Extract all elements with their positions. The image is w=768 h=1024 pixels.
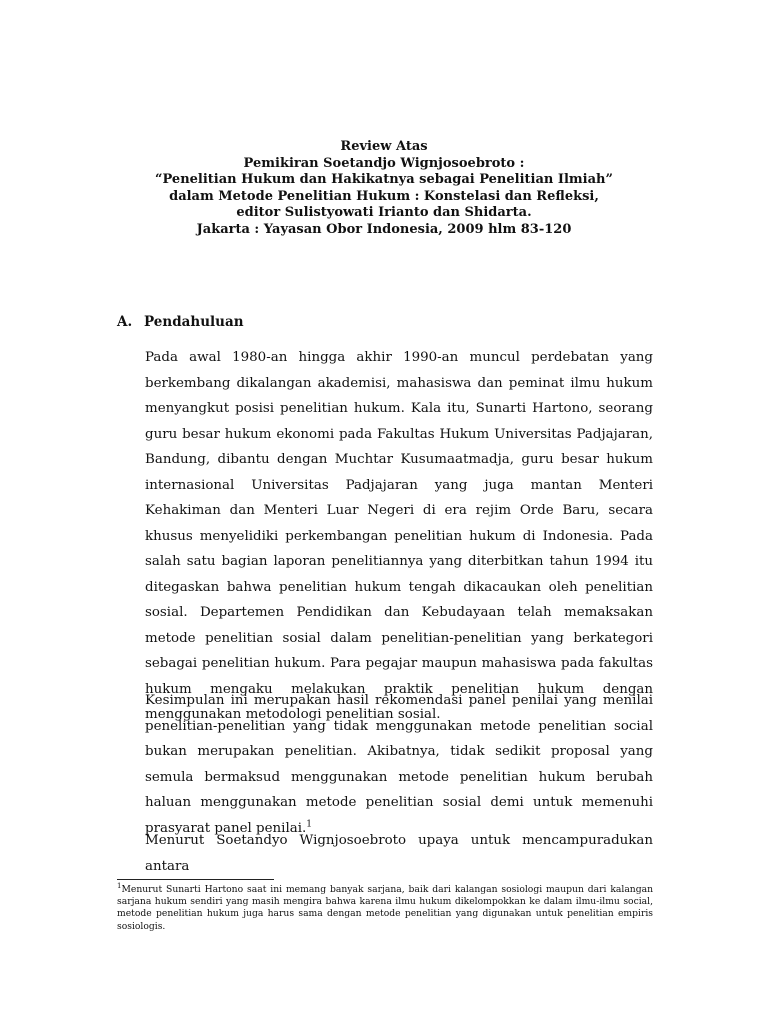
section-heading	[117, 314, 244, 330]
paragraph-1: Pada awal 1980-an hingga akhir 1990-an muncul perdebatan yang berkembang dikalangan akademisi, mahasiswa dan peminat ilmu hukum menyangkut posisi penelitian hukum. Kala itu, Sunarti Hartono, seorang guru besar hukum ekonomi pada Fakultas Hukum Universitas Padjajaran, Bandung, dibantu dengan Muchtar Kusumaatmadja, guru besar hukum internasional Universitas Padjajaran yang juga mantan Menteri Kehakiman dan Menteri Luar Negeri di era rejim Orde Baru, secara khusus menyelidiki perkembangan penelitian hukum di Indonesia. Pada salah satu bagian laporan penelitiannya yang diterbitkan tahun 1994 itu ditegaskan bahwa penelitian hukum tengah dikacaukan oleh penelitian sosial. Departemen Pendidikan dan Kebudayaan telah memaksakan metode penelitian sosial dalam penelitian-penelitian yang berkategori sebagai penelitian hukum. Para pegajar maupun mahasiswa pada fakultas hukum mengaku melakukan praktik penelitian hukum dengan menggunakan metodologi penelitian sosial.	[145, 350, 653, 722]
footnote-separator	[117, 879, 274, 880]
footnote-number: 1	[117, 881, 122, 890]
paragraph-3: Menurut Soetandyo Wignjosoebroto upaya untuk mencampuradukan antara	[145, 833, 653, 874]
document-header	[0, 139, 768, 239]
header-line-4: dalam Metode Penelitian Hukum : Konstelasi dan Refleksi,	[169, 188, 599, 204]
paragraph-2	[145, 688, 653, 841]
header-line-2: Pemikiran Soetandjo Wignjosoebroto :	[243, 155, 525, 171]
header-line-6: Jakarta : Yayasan Obor Indonesia, 2009 hlm 83-120	[196, 221, 572, 237]
section-letter: A.	[117, 314, 133, 330]
paragraph-2-text: Kesimpulan ini merupakan hasil rekomendasi panel penilai yang menilai penelitian-penelitian yang tidak menggunakan metode penelitian social bukan merupakan penelitian. Akibatnya, tidak sedikit proposal yang semula bermaksud menggunakan metode penelitian hukum berubah haluan menggunakan metode penelitian sosial demi untuk memenuhi prasyarat panel penilai.	[145, 693, 653, 836]
header-line-3: “Penelitian Hukum dan Hakikatnya sebagai Penelitian Ilmiah”	[155, 172, 613, 188]
footnote-reference[interactable]: 1	[306, 819, 312, 830]
header-line-5: editor Sulistyowati Irianto dan Shidarta.	[236, 205, 532, 221]
footnote-text: Menurut Sunarti Hartono saat ini memang banyak sarjana, baik dari kalangan sosiologi maupun dari kalangan sarjana hukum sendiri yang masih mengira bahwa karena ilmu hukum dikelompokkan ke dalam ilmu-ilmu social, metode penelitian hukum juga harus sama dengan metode penelitian yang digunakan untuk penelitian empiris sosiologis.	[117, 884, 653, 932]
header-line-1: Review Atas	[340, 139, 428, 154]
footnote	[117, 881, 653, 933]
section-title: Pendahuluan	[144, 314, 244, 330]
